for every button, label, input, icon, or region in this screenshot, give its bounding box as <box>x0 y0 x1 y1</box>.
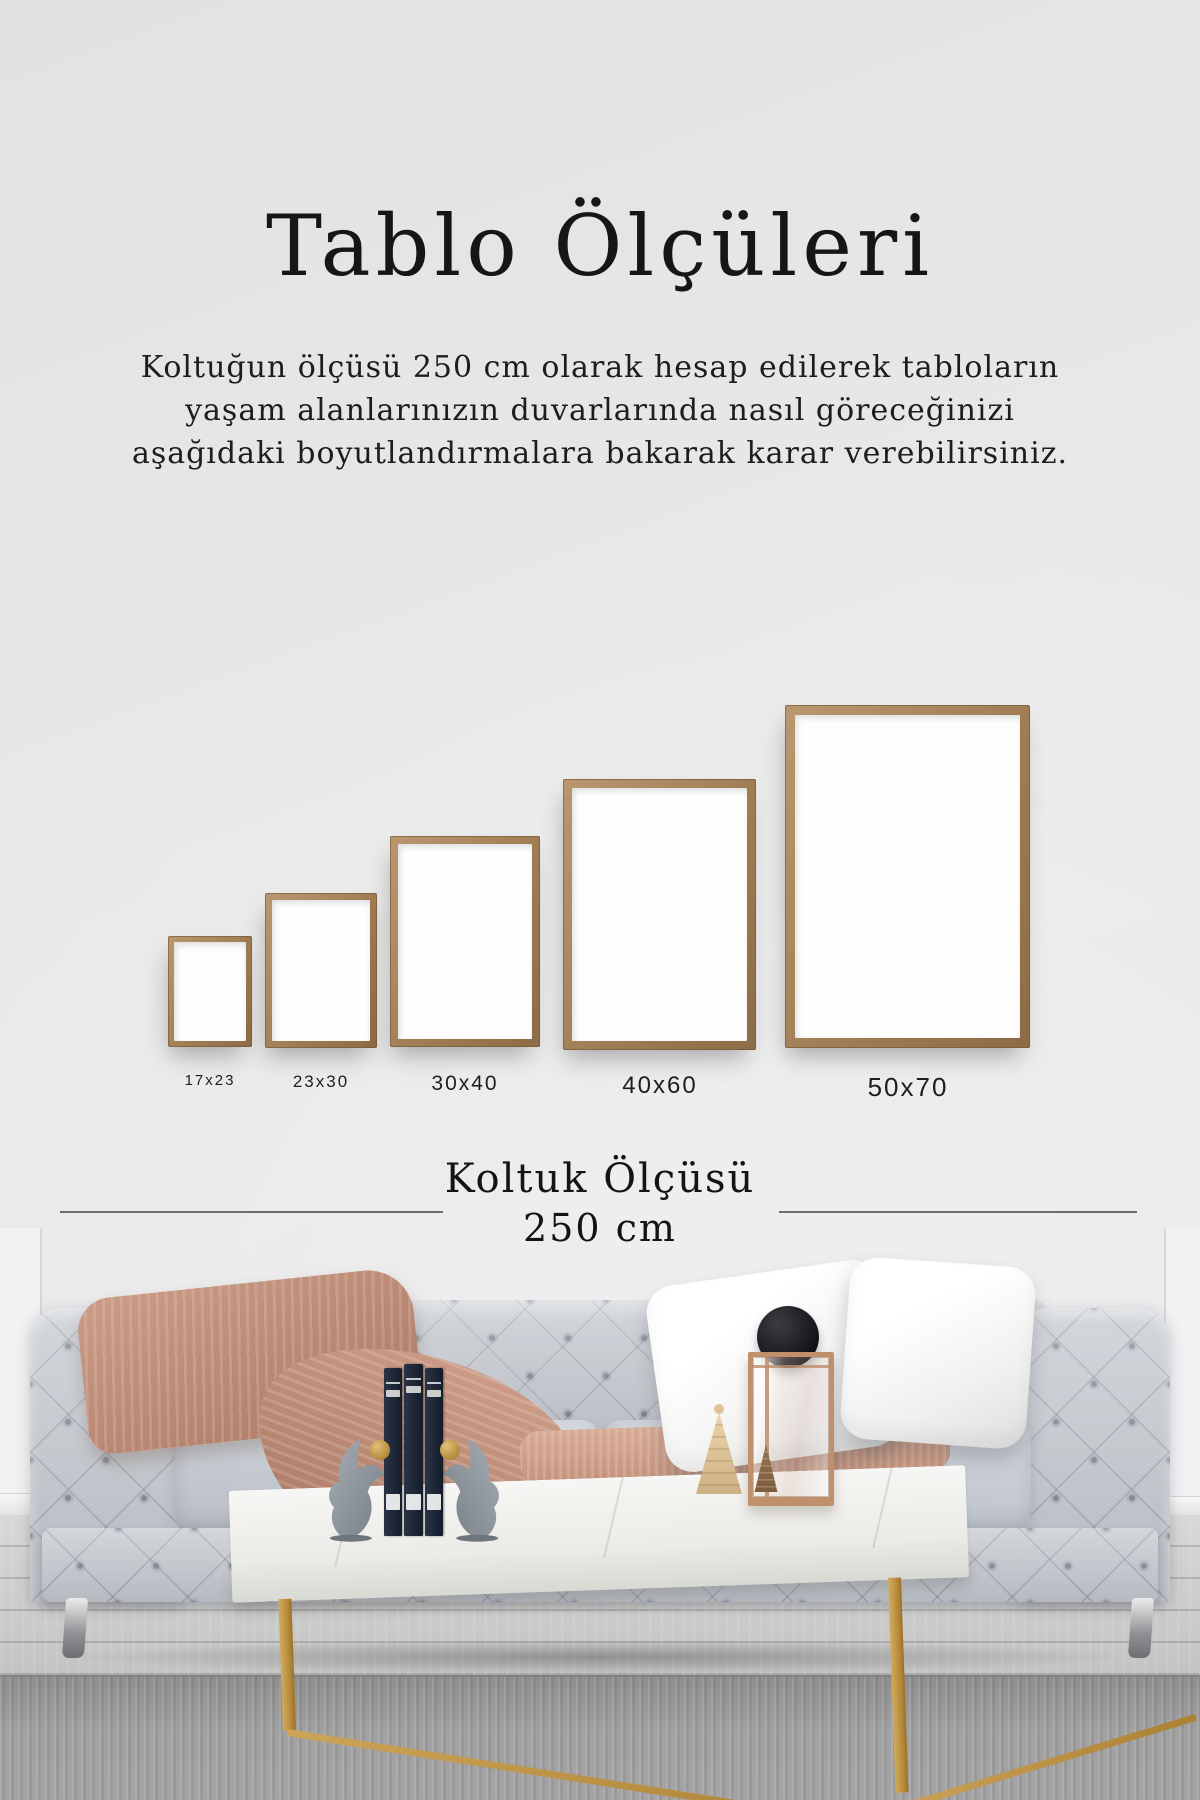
book-1-label <box>386 1494 400 1510</box>
lantern-top-bar <box>753 1365 829 1368</box>
book-3-gilt-band <box>427 1390 441 1397</box>
frame-label-23x30: 23x30 <box>292 1072 350 1091</box>
frame-23x30-mat <box>272 900 370 1041</box>
sofa-measure-label: Koltuk Ölçüsü <box>444 1156 756 1202</box>
frame-50x70 <box>785 705 1030 1048</box>
frame-50x70-mat <box>795 715 1020 1038</box>
bookend-gold-ball-right <box>440 1440 460 1460</box>
frame-label-50x70: 50x70 <box>867 1072 949 1102</box>
book-3-label <box>427 1494 441 1510</box>
frame-40x60 <box>563 779 756 1050</box>
intro-paragraph <box>60 346 1140 475</box>
pillow-right <box>839 1256 1037 1451</box>
book-2-label <box>406 1494 421 1510</box>
frame-label-40x60: 40x60 <box>622 1072 698 1099</box>
frame-23x30 <box>265 893 377 1048</box>
intro-line-2: yaşam alanlarınızın duvarlarında nasıl göreceğinizi <box>185 393 1015 428</box>
table-leg-left <box>278 1599 296 1731</box>
bookend-gold-ball-left <box>370 1440 390 1460</box>
wooden-tree-tip <box>714 1404 724 1414</box>
book-1-title-band <box>386 1382 400 1384</box>
book-1-gilt-band <box>386 1390 400 1397</box>
table-stretcher-bar-1 <box>286 1729 880 1800</box>
frame-label-30x40: 30x40 <box>431 1072 499 1095</box>
frame-17x23-mat <box>174 942 246 1041</box>
table-leg-right <box>888 1577 908 1792</box>
book-3-title-band <box>427 1382 441 1384</box>
intro-line-3: aşağıdaki boyutlandırmalara bakarak karar verebilirsiniz. <box>131 436 1069 471</box>
frame-30x40 <box>390 836 540 1047</box>
book-2-title-band <box>406 1378 421 1380</box>
sofa-measure-value: 250 cm <box>523 1206 677 1250</box>
frame-40x60-mat <box>572 788 747 1041</box>
book-2 <box>404 1364 423 1536</box>
page-title: Tablo Ölçüleri <box>266 197 934 296</box>
book-2-gilt-band <box>406 1386 421 1393</box>
frame-label-17x23: 17x23 <box>184 1072 236 1089</box>
intro-line-1: Koltuğun ölçüsü 250 cm olarak hesap edilerek tabloların <box>140 350 1060 385</box>
sofa-leg-right <box>1128 1598 1154 1658</box>
frame-17x23 <box>168 936 252 1047</box>
frame-30x40-mat <box>398 844 532 1039</box>
sofa-leg-left <box>62 1598 88 1658</box>
